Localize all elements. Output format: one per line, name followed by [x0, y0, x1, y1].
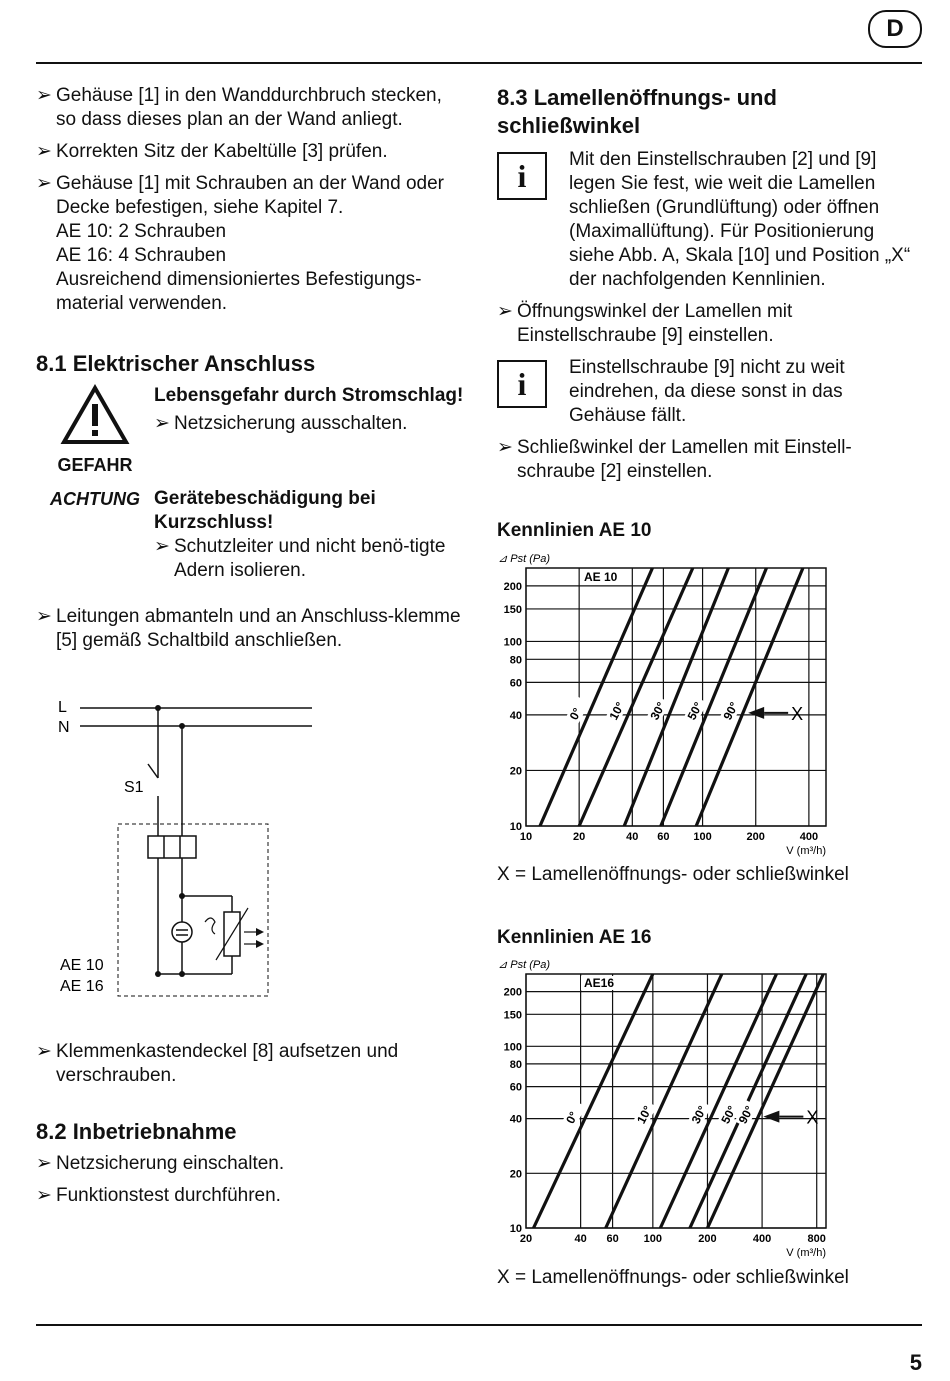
list-item: ➢ Schließwinkel der Lamellen mit Einstell-schraube [2] einstellen. [497, 437, 852, 482]
y-axis-label: ⊿ Pst (Pa) [498, 959, 551, 971]
arrow-bullet-icon: ➢ [497, 437, 513, 458]
x-tick-label: 20 [573, 831, 586, 843]
series-label: 0° [563, 1109, 581, 1127]
series-label: 30° [647, 699, 669, 723]
y-tick-label: 20 [509, 1168, 522, 1181]
chart-caption: X = Lamellenöffnungs- oder schließwinkel [497, 864, 849, 885]
list-item: ➢ Netzsicherung einschalten. [36, 1153, 285, 1174]
list-item: ➢ Gehäuse [1] in den Wanddurchbruch stecken, so dass dieses plan an der Wand anliegt. [36, 85, 442, 130]
x-tick-label: 20 [519, 1233, 533, 1245]
x-tick-label: 40 [626, 831, 639, 843]
series-label: 30° [688, 1103, 710, 1127]
x-axis-label: V (m³/h) [786, 1247, 826, 1259]
left-column-lower [36, 1040, 466, 1216]
section-title-8-2: 8.2 Inbetriebnahme [36, 1119, 237, 1144]
y-tick-label: 100 [503, 1041, 522, 1054]
model-ae16-label: AE 16 [60, 978, 104, 995]
list-item: ➢ Netzsicherung ausschalten. [154, 413, 408, 434]
line-n-label: N [58, 719, 70, 736]
plot-frame [526, 974, 826, 1228]
x-tick-label: 200 [698, 1233, 717, 1245]
header-rule [36, 62, 922, 64]
arrow-bullet-icon: ➢ [36, 85, 52, 106]
wiring-diagram [40, 690, 340, 1010]
switch-s1-label: S1 [124, 779, 144, 796]
chart-ae10 [494, 550, 844, 862]
section-title-8-3: 8.3 Lamellenöffnungs- und schließwinkel [497, 85, 777, 138]
danger-heading: Lebensgefahr durch Stromschlag! [154, 385, 464, 406]
y-tick-label: 20 [509, 765, 522, 778]
x-tick-label: 400 [799, 831, 819, 843]
chart-title: AE16 [584, 976, 615, 990]
list-item: ➢ Klemmenkastendeckel [8] aufsetzen und verschrauben. [36, 1041, 399, 1086]
y-tick-label: 60 [509, 677, 522, 690]
arrow-bullet-icon: ➢ [154, 413, 170, 434]
series-label: 50° [684, 699, 706, 723]
info-note: i Einstellschraube [9] nicht zu weit eindrehen, da diese sonst in das Gehäuse fällt. [497, 356, 917, 428]
list-item: ➢ Öffnungswinkel der Lamellen mit Einstellschraube [9] einstellen. [497, 301, 793, 346]
y-tick-label: 10 [509, 1223, 522, 1235]
arrow-bullet-icon: ➢ [36, 1153, 52, 1174]
arrow-bullet-icon: ➢ [497, 301, 513, 322]
chart-heading-ae16: Kennlinien AE 16 [497, 927, 652, 948]
arrow-bullet-icon: ➢ [154, 536, 170, 557]
chart-caption: X = Lamellenöffnungs- oder schließwinkel [497, 1267, 849, 1288]
info-icon: i [497, 360, 547, 408]
motor-icon [172, 922, 192, 942]
marker-label: X [806, 1107, 819, 1128]
y-tick-label: 100 [503, 636, 522, 649]
y-tick-label: 40 [509, 709, 522, 722]
list-item: ➢ Funktionstest durchführen. [36, 1185, 281, 1206]
x-tick-label: 200 [746, 831, 765, 843]
y-tick-label: 80 [509, 1058, 522, 1071]
achtung-label: ACHTUNG [50, 489, 140, 509]
series-label: 10° [634, 1103, 655, 1127]
y-tick-label: 80 [509, 654, 522, 667]
caution-heading: Gerätebeschädigung bei Kurzschluss! [154, 488, 376, 533]
line-l-label: L [58, 699, 67, 716]
x-tick-label: 10 [519, 831, 533, 843]
x-tick-label: 60 [657, 831, 670, 843]
footer-rule [36, 1324, 922, 1326]
y-tick-label: 200 [503, 986, 522, 999]
marker-arrow-icon [763, 1111, 779, 1123]
x-axis-label: V (m³/h) [786, 845, 826, 857]
series-label: 50° [718, 1103, 740, 1127]
arrow-bullet-icon: ➢ [36, 1185, 52, 1206]
list-item: ➢ Korrekten Sitz der Kabeltülle [3] prüfen. [36, 141, 388, 162]
y-tick-label: 150 [503, 1009, 522, 1022]
series-label: 0° [566, 705, 585, 723]
list-item: ➢ Schutzleiter und nicht benö-tigte Adern isolieren. [154, 536, 446, 581]
series-label: 90° [735, 1103, 757, 1127]
arrow-bullet-icon: ➢ [36, 173, 52, 194]
section-title-8-1: 8.1 Elektrischer Anschluss [36, 351, 316, 376]
caution-notice [36, 487, 466, 591]
x-tick-label: 100 [693, 831, 712, 843]
y-tick-label: 60 [509, 1081, 522, 1094]
y-tick-label: 40 [509, 1113, 522, 1126]
chart-heading-ae10: Kennlinien AE 10 [497, 520, 652, 541]
language-badge: D [868, 10, 922, 48]
page-number: 5 [909, 1350, 922, 1375]
warning-triangle-icon [60, 384, 130, 446]
arrow-bullet-icon: ➢ [36, 606, 52, 627]
chart-ae16 [494, 956, 844, 1262]
list-item: ➢ Leitungen abmanteln und an Anschluss-klemme [5] gemäß Schaltbild anschließen. [36, 606, 461, 651]
info-note: i Mit den Einstellschrauben [2] und [9] legen Sie fest, wie weit die Lamellen schließen (Grundlüftung) oder öffnen (Maximallüftung). Für Positionierung siehe Abb. A, Skala [10] und Position „X“ der nachfolgenden Kennlinien. [497, 148, 917, 292]
danger-notice [36, 384, 466, 477]
y-tick-label: 200 [503, 580, 522, 593]
model-ae10-label: AE 10 [60, 957, 104, 974]
right-column [497, 84, 917, 492]
series-label: 90° [720, 699, 742, 723]
list-item: ➢ Gehäuse [1] mit Schrauben an der Wand oder Decke befestigen, siehe Kapitel 7. AE 10: 2 Schrauben AE 16: 4 Schrauben Ausreichend dimensioniertes Befestigungs-material verwenden. [36, 173, 444, 314]
series-line [534, 974, 653, 1228]
x-tick-label: 100 [643, 1233, 663, 1245]
info-icon: i [497, 152, 547, 200]
marker-label: X [791, 703, 804, 724]
arrow-bullet-icon: ➢ [36, 1041, 52, 1062]
x-tick-label: 40 [574, 1233, 587, 1245]
series-line [660, 974, 776, 1228]
left-column [36, 84, 466, 661]
series-line [707, 974, 823, 1228]
y-tick-label: 10 [509, 821, 522, 833]
x-tick-label: 400 [752, 1233, 772, 1245]
y-axis-label: ⊿ Pst (Pa) [498, 553, 551, 565]
chart-title: AE 10 [584, 570, 618, 584]
gefahr-label: GEFAHR [57, 455, 133, 475]
x-tick-label: 800 [807, 1233, 826, 1245]
x-tick-label: 60 [606, 1233, 619, 1245]
series-line [606, 974, 722, 1228]
series-label: 10° [606, 699, 628, 723]
y-tick-label: 150 [503, 603, 522, 616]
arrow-bullet-icon: ➢ [36, 141, 52, 162]
